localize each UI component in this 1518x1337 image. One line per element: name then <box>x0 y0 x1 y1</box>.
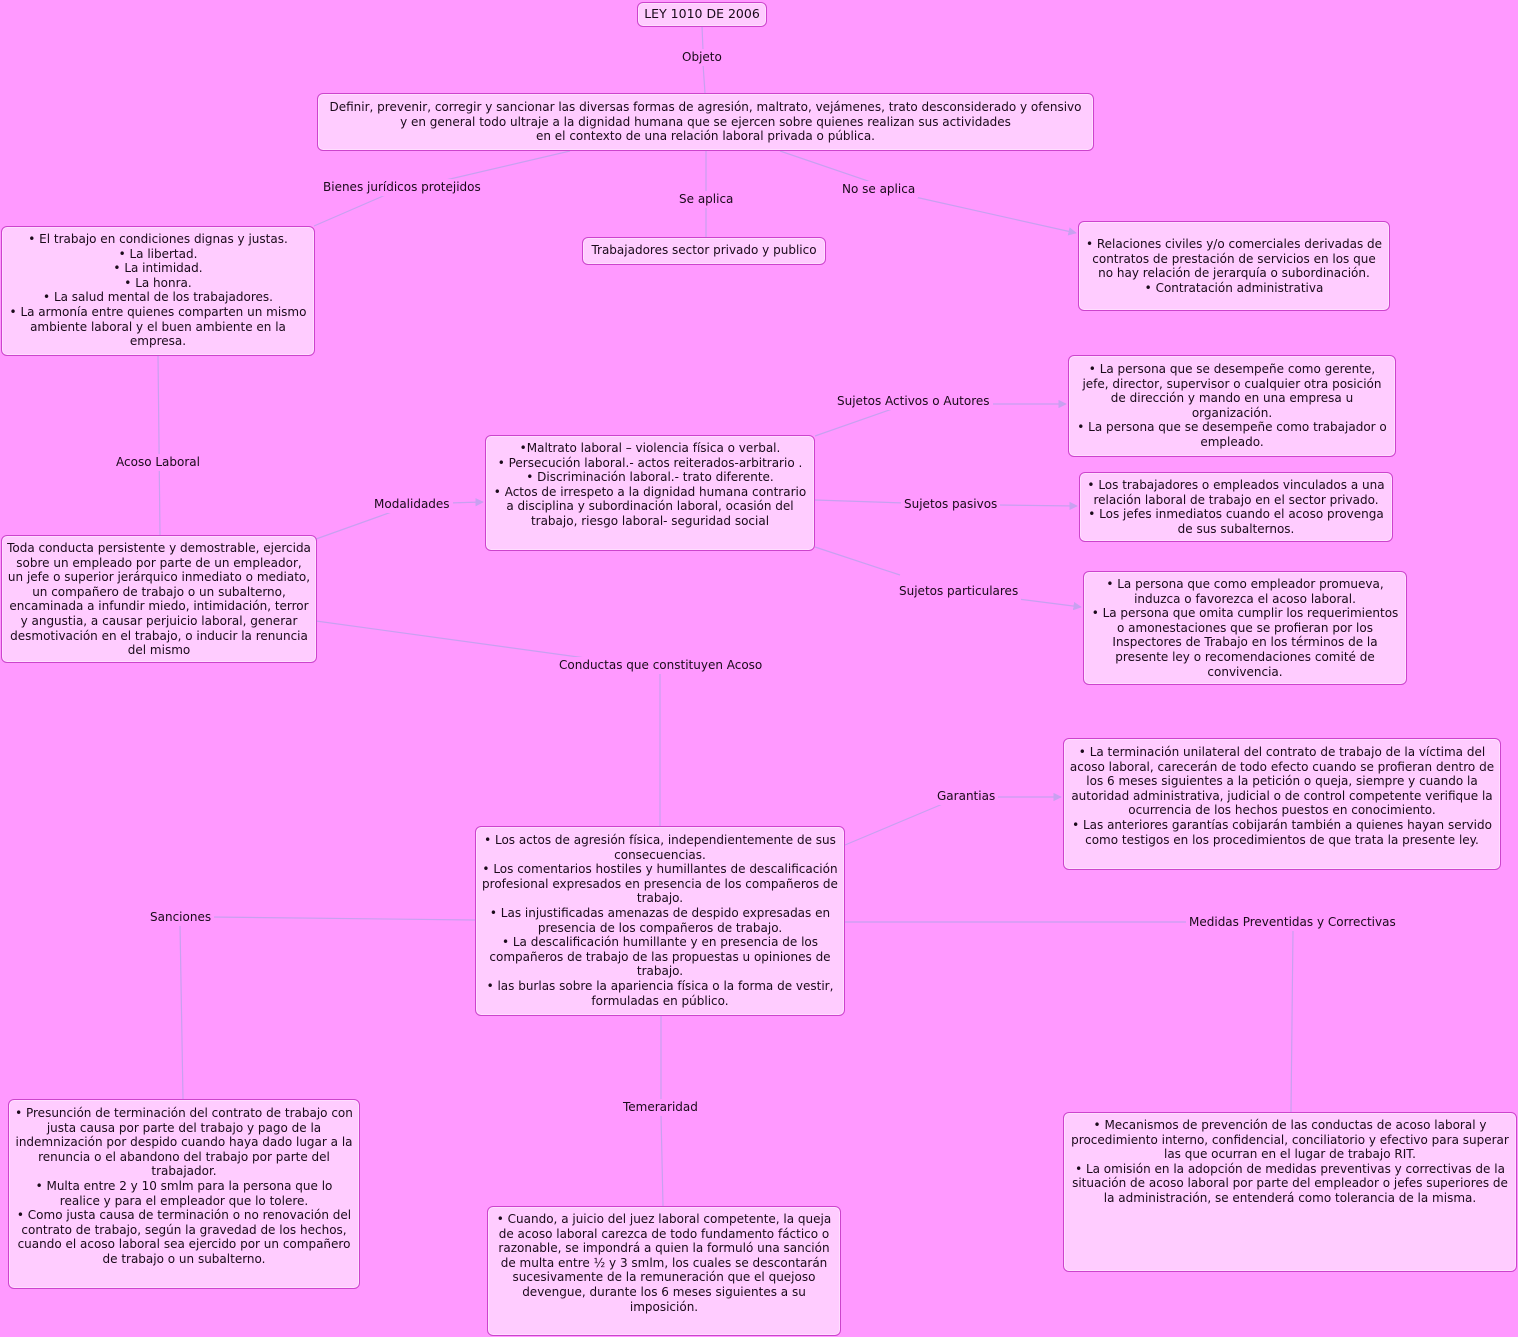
label-conductas: Conductas que constituyen Acoso <box>556 657 765 674</box>
label-temeraridad: Temeraridad <box>620 1099 701 1116</box>
link-modalidades-particulares <box>815 547 900 575</box>
sanciones-node[interactable]: • Presunción de terminación del contrato de trabajo con justa causa por parte del trabajo y pago de la indemnización por despido cuando haya dado lugar a la renuncia o el abandono del trabajo por parte del trabajador. • Multa entre 2 y 10 smlm para la persona que lo realice y para el empleador que lo tolere. • Como justa causa de terminación o no renovación del contrato de trabajo, según la gravedad de los hechos, cuando el acoso laboral sea ejercido por un compañero de trabajo o un subalterno. <box>8 1099 360 1289</box>
label-sujetos-particulares: Sujetos particulares <box>896 583 1021 600</box>
se-aplica-node[interactable]: Trabajadores sector privado y publico <box>582 237 826 265</box>
link-acoso-conductas <box>316 621 600 660</box>
label-sujetos-pasivos: Sujetos pasivos <box>901 496 1000 513</box>
objetivo-node[interactable]: Definir, prevenir, corregir y sancionar las diversas formas de agresión, maltrato, vejámenes, trato desconsiderado y ofensivo y en general todo ultraje a la dignidad humana que se ejercen sobre quienes realizan sus actividades en el contexto de una relación laboral privada o pública. <box>317 93 1094 151</box>
medidas-node[interactable]: • Mecanismos de prevención de las conductas de acoso laboral y procedimiento interno, confidencial, conciliatorio y efectivo para superar las que ocurran en el lugar de trabajo RIT. • La omisión en la adopción de medidas preventivas y correctivas de la situación de acoso laboral por parte del empleador o jefes superiores de la administración, se entenderá como tolerancia de la misma. <box>1063 1112 1517 1272</box>
garantias-node[interactable]: • La terminación unilateral del contrato de trabajo de la víctima del acoso laboral, carecerán de todo efecto cuando se profieran dentro de los 6 meses siguientes a la petición o queja, siempre y cuando la autoridad administrativa, judicial o de control competente verifique la ocurrencia de los hechos puestos en conocimiento. • Las anteriores garantías cobijarán también a quienes hayan servido como testigos en los procedimientos de que trata la presente ley. <box>1063 738 1501 870</box>
bienes-node[interactable]: • El trabajo en condiciones dignas y justas. • La libertad. • La intimidad. • La honra. • La salud mental de los trabajadores. • La armonía entre quienes comparten un mismo ambiente laboral y el buen ambiente en la empresa. <box>1 226 315 356</box>
link-modalidades-pasivos <box>815 500 905 503</box>
temeraridad-node[interactable]: • Cuando, a juicio del juez laboral competente, la queja de acoso laboral carezca de todo fundamento fáctico o razonable, se impondrá a quien la formuló una sanción de multa entre ½ y 3 smlm, los cuales se descontarán sucesivamente de la remuneración que el quejoso devengue, durante los 6 meses siguientes a su imposición. <box>487 1206 841 1336</box>
link-pasivos-target <box>998 505 1077 506</box>
label-modalidades: Modalidades <box>371 496 453 513</box>
link-modalidades-activos <box>815 408 895 436</box>
label-sanciones: Sanciones <box>147 909 214 926</box>
link-temeraridad-node <box>661 1114 663 1206</box>
link-acoso-modalidades <box>316 509 400 539</box>
label-garantias: Garantias <box>934 788 998 805</box>
link-objeto-objetivo <box>703 64 705 93</box>
link-bienes-label-bienes <box>314 193 390 226</box>
title-node[interactable]: LEY 1010 DE 2006 <box>637 2 767 27</box>
modalidades-node[interactable]: •Maltrato laboral – violencia física o verbal. • Persecución laboral.- actos reiterados-arbitrario . • Discriminación laboral.- trato diferente. • Actos de irrespeto a la dignidad humana contrario a disciplina y subordinación laboral, ocasión del trabajo, riesgo laboral- seguridad social <box>485 435 815 551</box>
label-objeto: Objeto <box>679 49 725 66</box>
sujetos-particulares-node[interactable]: • La persona que como empleador promueva, induzca o favorezca el acoso laboral. • La persona que omita cumplir los requerimientos o amonestaciones que se profieran por los Inspectores de Trabajo en los términos de la presente ley o recomendaciones comité de convivencia. <box>1083 571 1407 685</box>
link-conductas-sanciones <box>210 917 475 920</box>
link-no-se-aplica-target <box>915 197 1076 233</box>
label-se-aplica: Se aplica <box>676 191 736 208</box>
label-no-se-aplica: No se aplica <box>839 181 918 198</box>
sujetos-pasivos-node[interactable]: • Los trabajadores o empleados vinculados a una relación laboral de trabajo en el sector privado. • Los jefes inmediatos cuando el acoso provenga de sus subalternos. <box>1079 472 1393 542</box>
link-bienes-acoso <box>158 355 160 535</box>
label-acoso-laboral: Acoso Laboral <box>113 454 203 471</box>
link-medidas-node <box>1291 930 1293 1112</box>
link-title-objeto <box>702 26 703 50</box>
conductas-node[interactable]: • Los actos de agresión física, independientemente de sus consecuencias. • Los comentarios hostiles y humillantes de descalificación profesional expresados en presencia de los compañeros de trabajo. • Las injustificadas amenazas de despido expresadas en presencia de los compañeros de trabajo. • La descalificación humillante y en presencia de los compañeros de trabajo de las propuestas u opiniones de trabajo. • las burlas sobre la apariencia física o la forma de vestir, formuladas en público. <box>475 826 845 1016</box>
label-sujetos-activos: Sujetos Activos o Autores <box>834 393 993 410</box>
label-bienes-juridicos: Bienes jurídicos protejidos <box>320 179 484 196</box>
acoso-definicion-node[interactable]: Toda conducta persistente y demostrable, ejercida sobre un empleado por parte de un empleador, un jefe o superior jerárquico inmediato o mediato, un compañero de trabajo o un subalterno, encaminada a infundir miedo, intimidación, terror y angustia, a causar perjuicio laboral, generar desmotivación en el trabajo, o inducir la renuncia del mismo <box>1 535 317 663</box>
label-medidas: Medidas Preventidas y Correctivas <box>1186 914 1399 931</box>
no-se-aplica-node[interactable]: • Relaciones civiles y/o comerciales derivadas de contratos de prestación de servicios en los que no hay relación de jerarquía o subordinación. • Contratación administrativa <box>1078 221 1390 311</box>
link-conductas-garantias <box>845 803 945 845</box>
link-modalidades-target <box>448 502 483 503</box>
sujetos-activos-node[interactable]: • La persona que se desempeñe como gerente, jefe, director, supervisor o cualquier otra posición de dirección y mando en una empresa u organización. • La persona que se desempeñe como trabajador o empleado. <box>1068 355 1396 457</box>
link-particulares-target <box>1018 599 1081 607</box>
link-sanciones-node <box>180 924 183 1099</box>
